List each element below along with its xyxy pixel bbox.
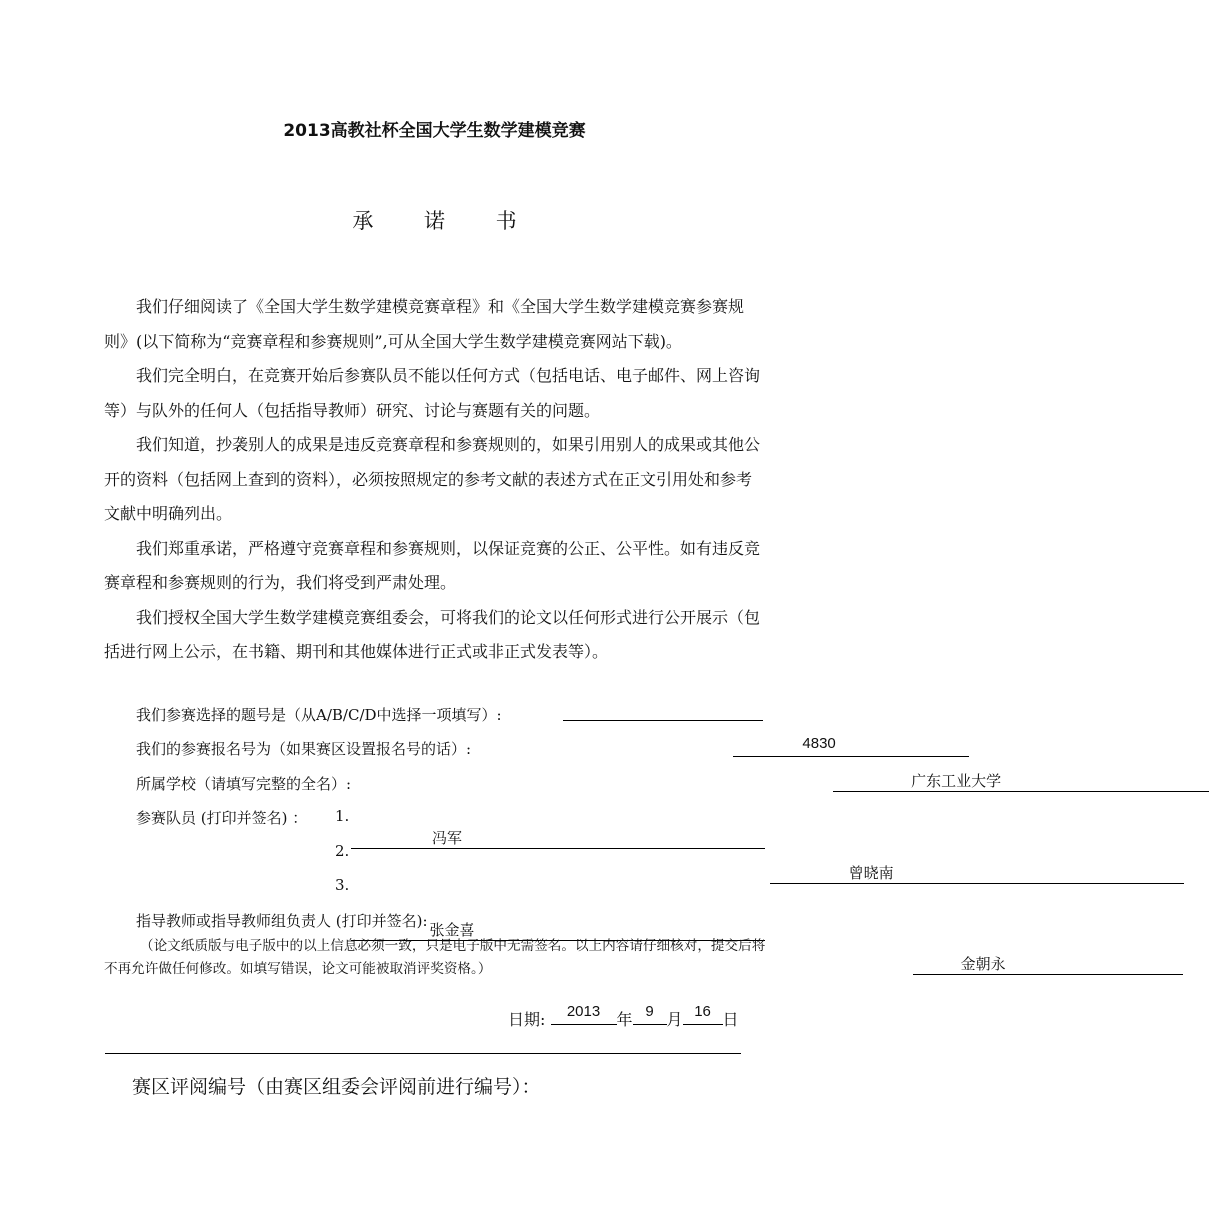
problem-label: 我们参赛选择的题号是（从A/B/C/D中选择一项填写）:: [136, 706, 502, 724]
member-1-number: 1.: [335, 807, 350, 825]
member-2-number: 2.: [335, 842, 350, 860]
members-field: [136, 807, 307, 828]
member-2-input[interactable]: [770, 865, 1184, 884]
member-1-input[interactable]: [351, 830, 765, 849]
registration-value: 4830: [802, 735, 836, 752]
school-value: 广东工业大学: [911, 772, 1002, 790]
member-3-number: 3.: [335, 876, 350, 894]
review-number-label: 赛区评阅编号（由赛区组委会评阅前进行编号）：: [132, 1076, 541, 1098]
competition-title: 2013高教社杯全国大学生数学建模竞赛: [283, 121, 586, 141]
problem-field: [136, 704, 502, 725]
school-field: [136, 773, 351, 794]
school-input[interactable]: [833, 773, 1209, 792]
consistency-note: （论文纸质版与电子版中的以上信息必须一致，只是电子版中无需签名。以上内容请仔细核对，提交后将不再允许做任何修改。如填写错误，论文可能被取消评奖资格。）: [104, 938, 766, 977]
date-label: 日期:: [508, 1010, 546, 1029]
registration-field: [136, 738, 471, 759]
date-month: 9: [645, 1003, 654, 1020]
advisor-input[interactable]: [913, 956, 1183, 975]
document-heading: 承 诺 书: [352, 209, 539, 233]
divider-line: [105, 1053, 741, 1054]
pledge-paragraph-1: 我们仔细阅读了《全国大学生数学建模竞赛章程》和《全国大学生数学建模竞赛参赛规则》(以下简称为“竞赛章程和参赛规则”,可从全国大学生数学建模竞赛网站下载)。: [104, 297, 745, 351]
registration-input[interactable]: [733, 735, 969, 757]
date-day-unit: 日: [722, 1010, 739, 1029]
advisor-name: 金朝永: [960, 955, 1006, 973]
registration-label: 我们的参赛报名号为（如果赛区设置报名号的话）:: [136, 740, 472, 758]
date-day: 16: [694, 1003, 711, 1020]
date-year-unit: 年: [616, 1010, 633, 1029]
pledge-paragraph-3: 我们知道，抄袭别人的成果是违反竞赛章程和参赛规则的，如果引用别人的成果或其他公开的资料（包括网上查到的资料），必须按照规定的参考文献的表述方式在正文引用处和参考文献中明确列出。: [104, 435, 761, 523]
date-month-unit: 月: [666, 1010, 683, 1029]
date-year: 2013: [566, 1003, 601, 1020]
member-1-name: 冯军: [431, 829, 462, 847]
date-month-input[interactable]: [633, 1003, 667, 1025]
members-label: 参赛队员 (打印并签名) ：: [136, 809, 308, 827]
school-label: 所属学校（请填写完整的全名）:: [136, 775, 352, 793]
pledge-paragraph-5: 我们授权全国大学生数学建模竞赛组委会，可将我们的论文以任何形式进行公开展示（包括进行网上公示，在书籍、期刊和其他媒体进行正式或非正式发表等）。: [104, 607, 761, 661]
member-3-name: 张金喜: [429, 921, 475, 939]
pledge-paragraph-4: 我们郑重承诺，严格遵守竞赛章程和参赛规则，以保证竞赛的公正、公平性。如有违反竞赛章程和参赛规则的行为，我们将受到严肃处理。: [104, 538, 761, 592]
member-2-name: 曾晓南: [848, 864, 894, 882]
advisor-field: [136, 910, 428, 931]
problem-input[interactable]: [563, 702, 763, 721]
date-year-input[interactable]: [551, 1003, 617, 1025]
pledge-text: [104, 290, 766, 670]
advisor-label: 指导教师或指导教师组负责人 (打印并签名):: [136, 912, 428, 930]
date-day-input[interactable]: [683, 1003, 723, 1025]
pledge-paragraph-2: 我们完全明白，在竞赛开始后参赛队员不能以任何方式（包括电话、电子邮件、网上咨询等）与队外的任何人（包括指导教师）研究、讨论与赛题有关的问题。: [104, 366, 761, 420]
date-line: [508, 1003, 739, 1030]
